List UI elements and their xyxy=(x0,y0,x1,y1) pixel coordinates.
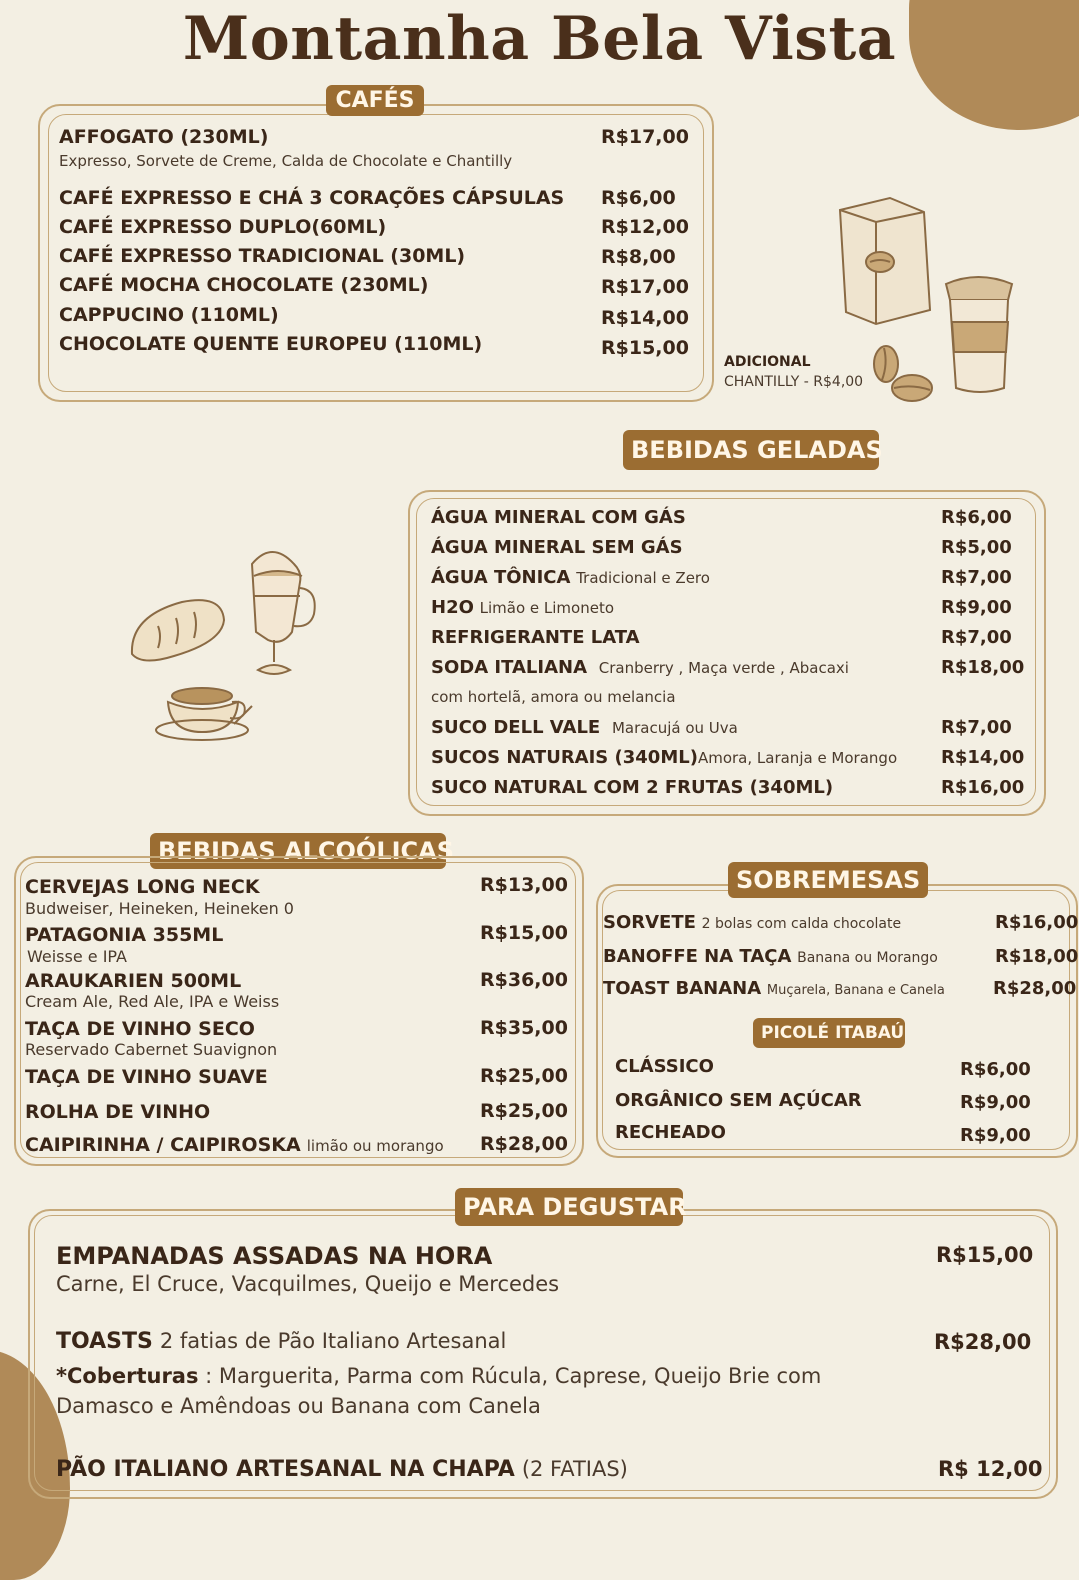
gelada-item xyxy=(431,747,897,768)
sobremesa-item-name: BANOFFE NA TAÇA xyxy=(603,946,792,967)
bread-coffee-glass-icon xyxy=(122,536,332,741)
adicional-label: ADICIONAL xyxy=(724,354,811,370)
picole-item-name: CLÁSSICO xyxy=(615,1056,714,1077)
cafe-item-name: AFFOGATO (230ML) xyxy=(59,126,269,148)
alcoolica-item-name: ROLHA DE VINHO xyxy=(25,1101,211,1123)
page-title: Montanha Bela Vista xyxy=(182,4,897,74)
gelada-item-name: SUCO DELL VALE xyxy=(431,717,601,738)
sobremesa-item-desc: Banana ou Morango xyxy=(797,950,938,966)
empanadas-desc: Carne, El Cruce, Vacquilmes, Queijo e Mercedes xyxy=(56,1272,560,1296)
coffee-bag-cup-icon xyxy=(828,192,1028,417)
cafe-item-desc: Expresso, Sorvete de Creme, Calda de Chocolate e Chantilly xyxy=(59,152,513,170)
gelada-item-name: SUCOS NATURAIS (340ML) xyxy=(431,747,698,768)
cafe-item-price: R$17,00 xyxy=(601,276,689,298)
toasts-price: R$28,00 xyxy=(934,1330,1032,1354)
gelada-item-price: R$16,00 xyxy=(941,777,1025,798)
alcoolica-item xyxy=(25,1134,444,1156)
gelada-item-name: H2O xyxy=(431,597,474,618)
gelada-item-desc-line2: com hortelã, amora ou melancia xyxy=(431,688,676,706)
gelada-item-price: R$14,00 xyxy=(941,747,1025,768)
toasts-desc: 2 fatias de Pão Italiano Artesanal xyxy=(159,1329,507,1353)
gelada-item-desc: Amora, Laranja e Morango xyxy=(697,749,898,767)
alcoolica-item-name: TAÇA DE VINHO SUAVE xyxy=(25,1066,268,1088)
alcoolica-item-price: R$25,00 xyxy=(480,1065,568,1087)
coberturas-label: *Coberturas xyxy=(56,1364,199,1388)
toasts-coberturas xyxy=(56,1364,821,1388)
sobremesa-item-name: SORVETE xyxy=(603,912,696,933)
cafe-item-name: CAFÉ EXPRESSO TRADICIONAL (30ML) xyxy=(59,245,466,267)
coberturas-text-line2: Damasco e Amêndoas ou Banana com Canela xyxy=(56,1394,541,1418)
gelada-item xyxy=(431,597,614,618)
picole-header: PICOLÉ ITABAÚ xyxy=(753,1018,905,1048)
sobremesa-item-price: R$18,00 xyxy=(995,946,1079,967)
pao-price: R$ 12,00 xyxy=(938,1457,1043,1481)
alcoolica-item-name: ARAUKARIEN 500ML xyxy=(25,970,242,992)
alcoolica-item-desc: Budweiser, Heineken, Heineken 0 xyxy=(25,899,294,918)
degustar-header: PARA DEGUSTAR xyxy=(455,1188,683,1226)
cafe-item-name: CAPPUCINO (110ML) xyxy=(59,304,279,326)
gelada-item-price: R$5,00 xyxy=(941,537,1012,558)
cafe-item-price: R$15,00 xyxy=(601,337,689,359)
alcoolica-item-price: R$36,00 xyxy=(480,969,568,991)
picole-item-price: R$6,00 xyxy=(960,1059,1031,1080)
sobremesa-item xyxy=(603,978,945,999)
gelada-item-price: R$7,00 xyxy=(941,627,1012,648)
alcoolica-item-name: CERVEJAS LONG NECK xyxy=(25,876,260,898)
gelada-item xyxy=(431,777,833,798)
alcoolica-item-price: R$28,00 xyxy=(480,1133,568,1155)
alcoolica-item-name: CAIPIRINHA / CAIPIROSKA xyxy=(25,1134,301,1156)
gelada-item-desc: Maracujá ou Uva xyxy=(611,719,738,737)
alcoolica-item-price: R$13,00 xyxy=(480,874,568,896)
alcoolica-item-name: PATAGONIA 355ML xyxy=(25,924,224,946)
gelada-item xyxy=(431,537,683,558)
gelada-item xyxy=(431,717,738,738)
sobremesa-item-price: R$16,00 xyxy=(995,912,1079,933)
geladas-header: BEBIDAS GELADAS xyxy=(623,430,879,470)
gelada-item-desc: Limão e Limoneto xyxy=(479,599,615,617)
picole-item-price: R$9,00 xyxy=(960,1125,1031,1146)
pao-name: PÃO ITALIANO ARTESANAL NA CHAPA xyxy=(56,1457,515,1482)
picole-item-name: RECHEADO xyxy=(615,1122,726,1143)
sobremesa-item-desc: Muçarela, Banana e Canela xyxy=(766,983,945,998)
alcoolica-item-price: R$15,00 xyxy=(480,922,568,944)
gelada-item xyxy=(431,657,849,678)
sobremesa-item xyxy=(603,912,901,933)
gelada-item-price: R$6,00 xyxy=(941,507,1012,528)
cafe-item-name: CHOCOLATE QUENTE EUROPEU (110ML) xyxy=(59,333,483,355)
cafe-item-price: R$14,00 xyxy=(601,307,689,329)
cafe-item-price: R$8,00 xyxy=(601,246,676,268)
gelada-item xyxy=(431,507,686,528)
cafe-item-name: CAFÉ EXPRESSO DUPLO(60ML) xyxy=(59,216,387,238)
sobremesa-item-desc: 2 bolas com calda chocolate xyxy=(701,916,902,932)
gelada-item-name: REFRIGERANTE LATA xyxy=(431,627,640,648)
picole-item-name: ORGÂNICO SEM AÇÚCAR xyxy=(615,1090,862,1111)
gelada-item-desc: Tradicional e Zero xyxy=(576,569,710,587)
alcoolica-item-name: TAÇA DE VINHO SECO xyxy=(25,1018,255,1040)
gelada-item-desc: Cranberry , Maça verde , Abacaxi xyxy=(598,659,849,677)
alcoolica-item-desc: limão ou morango xyxy=(306,1137,444,1155)
toasts-item xyxy=(56,1329,506,1354)
alcoolica-item-desc: Weisse e IPA xyxy=(27,947,127,966)
cafe-item-price: R$6,00 xyxy=(601,187,676,209)
gelada-item-name: SODA ITALIANA xyxy=(431,657,588,678)
cafe-item-name: CAFÉ EXPRESSO E CHÁ 3 CORAÇÕES CÁPSULAS xyxy=(59,187,565,209)
gelada-item-price: R$9,00 xyxy=(941,597,1012,618)
sobremesa-item-price: R$28,00 xyxy=(993,978,1077,999)
gelada-item-name: SUCO NATURAL COM 2 FRUTAS (340ML) xyxy=(431,777,834,798)
cafes-header: CAFÉS xyxy=(326,85,424,116)
toasts-name: TOASTS xyxy=(56,1329,153,1354)
gelada-item-name: ÁGUA MINERAL SEM GÁS xyxy=(431,537,683,558)
alcoolicas-header: BEBIDAS ALCOÓLICAS xyxy=(150,833,446,869)
empanadas-price: R$15,00 xyxy=(936,1243,1034,1267)
gelada-item-price: R$7,00 xyxy=(941,567,1012,588)
cafe-item-name: CAFÉ MOCHA CHOCOLATE (230ML) xyxy=(59,274,429,296)
cafe-item-price: R$12,00 xyxy=(601,216,689,238)
picole-item-price: R$9,00 xyxy=(960,1092,1031,1113)
gelada-item-name: ÁGUA TÔNICA xyxy=(431,567,571,588)
adicional-item: CHANTILLY - R$4,00 xyxy=(724,374,864,390)
cafe-item-price: R$17,00 xyxy=(601,126,689,148)
pao-desc: (2 FATIAS) xyxy=(521,1457,628,1481)
sobremesas-header: SOBREMESAS xyxy=(728,862,928,898)
gelada-item xyxy=(431,567,710,588)
gelada-item-price: R$7,00 xyxy=(941,717,1012,738)
gelada-item-name: ÁGUA MINERAL COM GÁS xyxy=(431,507,686,528)
sobremesa-item xyxy=(603,946,938,967)
alcoolica-item-desc: Reservado Cabernet Suavignon xyxy=(25,1040,278,1059)
sobremesa-item-name: TOAST BANANA xyxy=(603,978,762,999)
alcoolica-item-desc: Cream Ale, Red Ale, IPA e Weiss xyxy=(25,992,280,1011)
gelada-item-price: R$18,00 xyxy=(941,657,1025,678)
empanadas-name: EMPANADAS ASSADAS NA HORA xyxy=(56,1242,493,1270)
gelada-item xyxy=(431,627,640,648)
alcoolica-item-price: R$25,00 xyxy=(480,1100,568,1122)
pao-item xyxy=(56,1457,628,1482)
alcoolica-item-price: R$35,00 xyxy=(480,1017,568,1039)
coberturas-text: : Marguerita, Parma com Rúcula, Caprese, Queijo Brie com xyxy=(198,1364,822,1388)
